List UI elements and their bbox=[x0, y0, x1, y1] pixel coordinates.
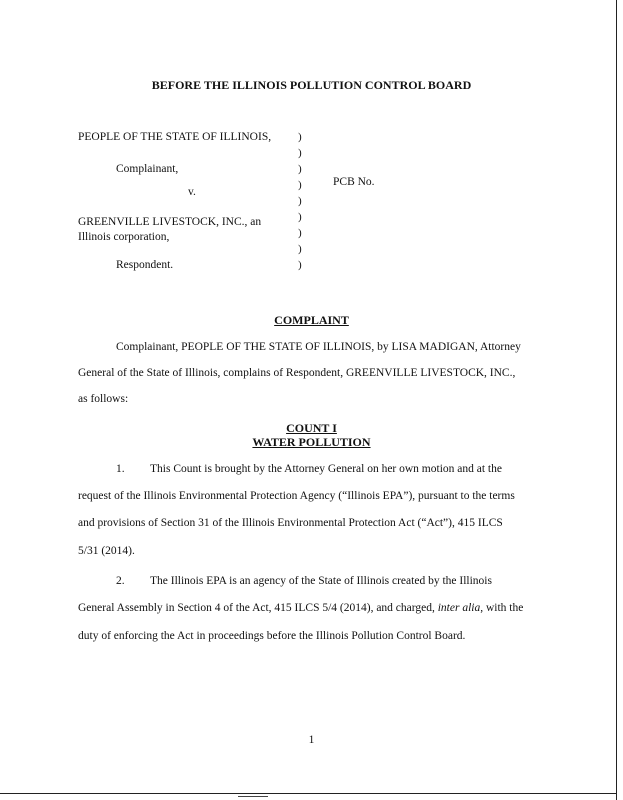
case-number-label: PCB No. bbox=[333, 176, 375, 188]
count-subtitle: WATER POLLUTION bbox=[252, 435, 371, 449]
paragraph-lead: This Count is brought by the Attorney General on her own motion and at the bbox=[150, 463, 502, 475]
caption-paren: ) bbox=[298, 243, 302, 255]
paragraph-text: General Assembly in Section 4 of the Act, 415 ILCS 5/4 (2014), and charged, bbox=[78, 602, 438, 614]
intro-line-3: as follows: bbox=[78, 393, 129, 405]
caption-paren: ) bbox=[298, 211, 302, 223]
intro-line-2: General of the State of Illinois, complains of Respondent, GREENVILLE LIVESTOCK, INC., bbox=[78, 367, 516, 379]
caption-paren: ) bbox=[298, 179, 302, 191]
paragraph-lead: The Illinois EPA is an agency of the State of Illinois created by the Illinois bbox=[150, 575, 492, 587]
paragraph-line-with-italic bbox=[78, 602, 523, 614]
caption-paren: ) bbox=[298, 163, 302, 175]
caption-paren: ) bbox=[298, 147, 302, 159]
page-edge-bottom bbox=[0, 793, 617, 794]
caption-paren: ) bbox=[298, 195, 302, 207]
paragraph-number: 1. bbox=[116, 463, 125, 475]
party-respondent-line1: GREENVILLE LIVESTOCK, INC., an bbox=[78, 216, 262, 228]
party-respondent-line2: Illinois corporation, bbox=[78, 231, 170, 243]
paragraph-line: request of the Illinois Environmental Protection Agency (“Illinois EPA”), pursuant to the terms bbox=[78, 490, 515, 502]
role-complainant: Complainant, bbox=[116, 163, 179, 175]
paragraph-line: 5/31 (2014). bbox=[78, 545, 135, 557]
caption-paren: ) bbox=[298, 131, 302, 143]
page-number: 1 bbox=[308, 734, 315, 746]
paragraph-number: 2. bbox=[116, 575, 125, 587]
paragraph-line: and provisions of Section 31 of the Illinois Environmental Protection Act (“Act”), 415 ILCS bbox=[78, 517, 503, 529]
role-respondent: Respondent. bbox=[116, 259, 174, 271]
caption-paren: ) bbox=[298, 259, 302, 271]
versus-label: v. bbox=[188, 186, 196, 198]
page-edge-right bbox=[616, 0, 617, 800]
latin-phrase: inter alia bbox=[437, 602, 481, 614]
intro-line-1: Complainant, PEOPLE OF THE STATE OF ILLINOIS, by LISA MADIGAN, Attorney bbox=[116, 341, 521, 353]
scan-mark bbox=[238, 796, 268, 797]
party-complainant: PEOPLE OF THE STATE OF ILLINOIS, bbox=[78, 131, 272, 143]
paragraph-text: , with the bbox=[480, 602, 524, 614]
complaint-heading: COMPLAINT bbox=[274, 313, 349, 327]
count-title: COUNT I bbox=[286, 421, 337, 435]
paragraph-line: duty of enforcing the Act in proceedings before the Illinois Pollution Control Board. bbox=[78, 630, 466, 642]
board-title: BEFORE THE ILLINOIS POLLUTION CONTROL BOARD bbox=[151, 78, 472, 92]
caption-paren: ) bbox=[298, 227, 302, 239]
